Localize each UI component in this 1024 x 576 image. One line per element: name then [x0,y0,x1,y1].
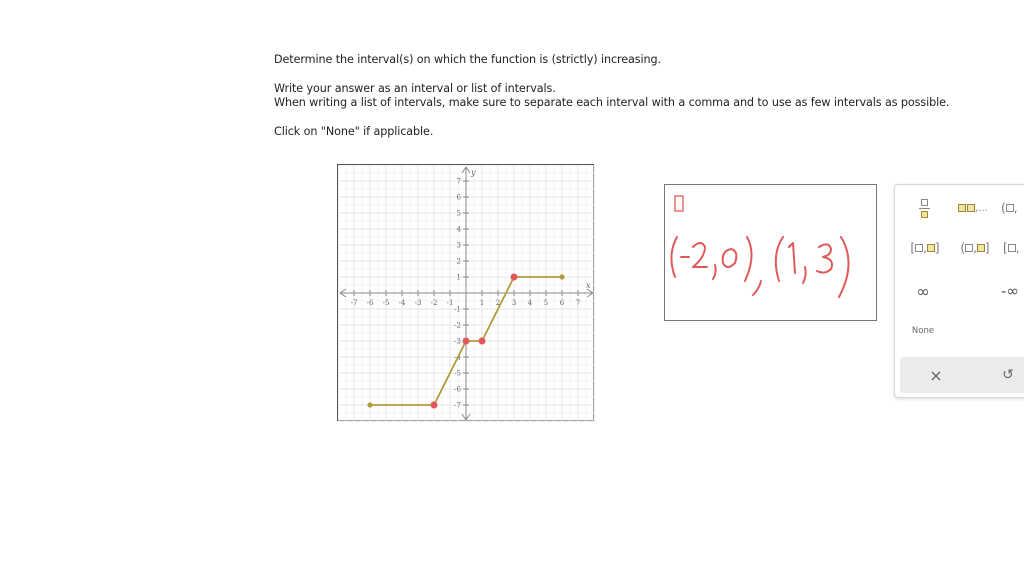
annotation-mark [479,338,486,345]
x-tick-label: -6 [366,299,374,307]
y-tick-label: 5 [456,209,461,218]
x-tick-label: 5 [543,299,549,307]
y-tick-label: 6 [456,193,461,202]
y-tick-label: 1 [456,273,461,282]
x-tick-label: -7 [350,299,358,307]
y-tick-label: 4 [456,225,461,234]
x-tick-label: -2 [430,299,438,307]
question-prompt: Determine the interval(s) on which the function is (strictly) increasing. [274,53,661,66]
left-open-interval-button[interactable]: ( , ] [960,241,990,255]
clear-button[interactable]: × [929,365,943,385]
handwritten-answer [665,185,878,322]
x-tick-label: -4 [398,299,406,307]
x-tick-label: 3 [511,299,517,307]
list-button[interactable]: ,... [951,193,995,223]
x-tick-label: 6 [559,299,565,307]
instruction-format: Write your answer as an interval or list of intervals. [274,82,556,95]
x-axis-label: x [586,281,591,290]
annotation-mark [511,274,518,281]
y-tick-label: -4 [454,353,461,362]
endpoint-dot [367,402,372,407]
x-tick-label: -1 [446,299,454,307]
x-tick-label: 1 [479,299,485,307]
fraction-bar-icon [919,208,930,209]
y-tick-label: -5 [454,369,461,378]
instruction-none: Click on "None" if applicable. [274,125,434,138]
endpoint-dot [559,274,564,279]
open-interval-button[interactable]: ( , [1001,201,1018,215]
y-tick-label: -6 [454,385,461,394]
y-axis-label: y [471,168,476,177]
graph-canvas [338,165,595,422]
undo-button[interactable]: ↺ [1002,367,1014,383]
x-tick-label: 7 [575,299,581,307]
math-keypad [894,184,1024,398]
keypad-action-bar [900,357,1024,393]
answer-input[interactable] [664,184,877,321]
annotation-mark [463,338,470,345]
none-button[interactable]: None [911,326,935,336]
numerator-box-icon [921,199,928,206]
denominator-box-icon [921,211,928,218]
infinity-button[interactable]: ∞ [916,281,930,301]
y-tick-label: 3 [456,241,461,250]
function-graph [337,164,594,421]
annotation-mark [431,402,438,409]
y-tick-label: -1 [454,305,461,314]
y-tick-label: -7 [454,401,461,410]
cursor-placeholder-icon [675,196,683,211]
x-tick-label: 4 [527,299,533,307]
right-open-interval-button[interactable]: [ , [1003,241,1020,255]
x-tick-label: 2 [495,299,501,307]
fraction-button[interactable] [905,193,943,223]
x-tick-label: -5 [382,299,390,307]
y-tick-label: -3 [454,337,461,346]
y-tick-label: 2 [456,257,461,266]
neg-infinity-button[interactable]: -∞ [1001,282,1019,300]
closed-interval-button[interactable]: [ , ] [910,241,940,255]
y-tick-label: -2 [454,321,461,330]
y-tick-label: 7 [456,177,461,186]
x-tick-label: -3 [414,299,422,307]
instruction-list: When writing a list of intervals, make sure to separate each interval with a comma and to use as few intervals as possible. [274,96,950,109]
